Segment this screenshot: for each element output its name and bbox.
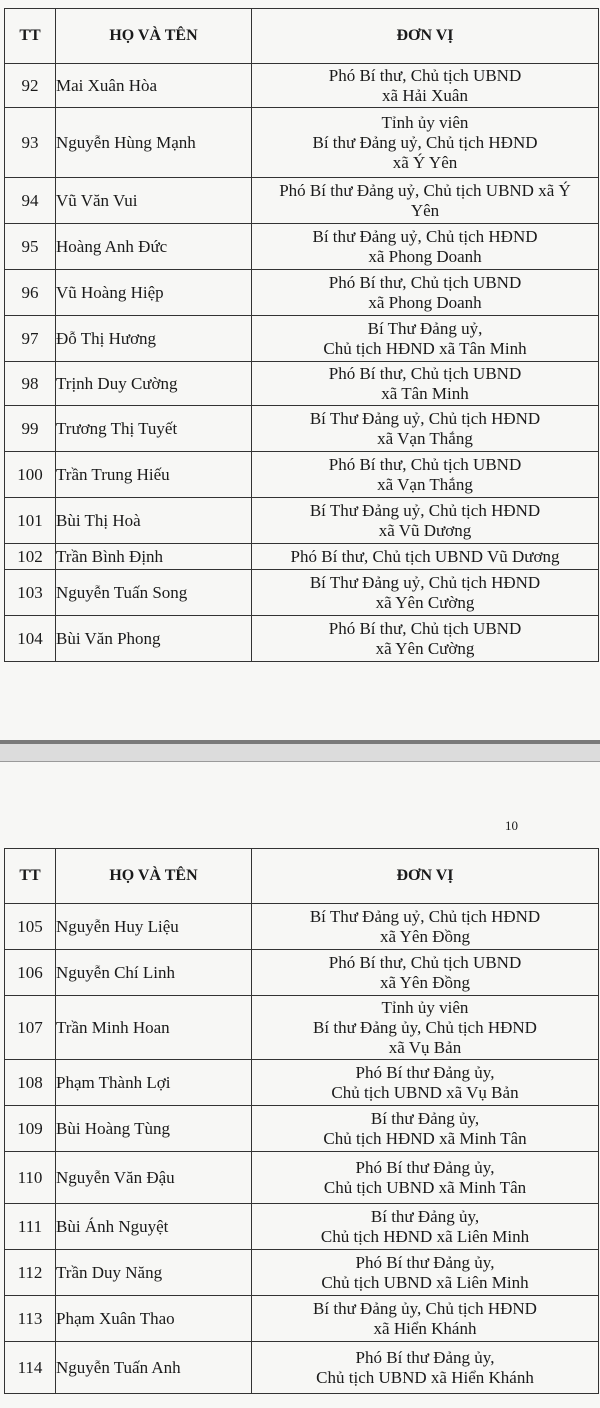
person-name: Bùi Văn Phong [56, 616, 252, 662]
unit-line: xã Vụ Bản [388, 1037, 462, 1057]
unit-line: xã Vạn Thắng [377, 474, 473, 494]
unit-cell [252, 452, 599, 498]
table-header-row [5, 9, 599, 64]
row-number: 95 [5, 224, 56, 270]
table-row [5, 1342, 599, 1394]
row-number: 109 [5, 1106, 56, 1152]
row-number: 110 [5, 1152, 56, 1204]
unit-cell [252, 570, 599, 616]
unit-cell [252, 362, 599, 406]
table-row [5, 498, 599, 544]
table-row [5, 904, 599, 950]
personnel-table-2 [4, 848, 599, 1394]
row-number: 93 [5, 108, 56, 178]
person-name: Trương Thị Tuyết [56, 406, 252, 452]
unit-line: xã Yên Cường [375, 638, 475, 658]
row-number: 113 [5, 1296, 56, 1342]
row-number: 108 [5, 1060, 56, 1106]
unit-line: Tỉnh ủy viên [381, 112, 469, 132]
unit-cell [252, 316, 599, 362]
unit-line: Chủ tịch UBND xã Liên Minh [321, 1272, 529, 1292]
person-name: Nguyễn Tuấn Anh [56, 1342, 252, 1394]
header-name: HỌ VÀ TÊN [56, 849, 252, 904]
row-number: 114 [5, 1342, 56, 1394]
document-page-2 [0, 762, 600, 1408]
unit-line: Phó Bí thư, Chủ tịch UBND [328, 454, 522, 474]
row-number: 106 [5, 950, 56, 996]
row-number: 98 [5, 362, 56, 406]
person-name: Trần Duy Năng [56, 1250, 252, 1296]
row-number: 92 [5, 64, 56, 108]
unit-cell [252, 224, 599, 270]
unit-line: Bí thư Đảng uỷ, Chủ tịch HĐND [312, 132, 538, 152]
unit-cell [252, 616, 599, 662]
unit-line: Phó Bí thư, Chủ tịch UBND [328, 952, 522, 972]
row-number: 100 [5, 452, 56, 498]
unit-line: Chủ tịch HĐND xã Minh Tân [323, 1128, 527, 1148]
unit-cell [252, 1060, 599, 1106]
row-number: 96 [5, 270, 56, 316]
unit-cell [252, 950, 599, 996]
unit-line: Phó Bí thư Đảng uỷ, Chủ tịch UBND xã Ý [279, 180, 571, 200]
table-header-row [5, 849, 599, 904]
table-row [5, 406, 599, 452]
page-number: 10 [505, 818, 518, 833]
person-name: Nguyễn Văn Đậu [56, 1152, 252, 1204]
header-tt: TT [5, 849, 56, 904]
unit-line: xã Hải Xuân [382, 85, 468, 105]
table-row [5, 270, 599, 316]
unit-line: Bí Thư Đảng uỷ, Chủ tịch HĐND [309, 572, 541, 592]
header-unit: ĐƠN VỊ [252, 9, 599, 64]
person-name: Bùi Ánh Nguyệt [56, 1204, 252, 1250]
page-separator [0, 740, 600, 762]
table-row [5, 996, 599, 1060]
person-name: Hoàng Anh Đức [56, 224, 252, 270]
table-row [5, 616, 599, 662]
row-number: 112 [5, 1250, 56, 1296]
unit-line: xã Vũ Dương [378, 520, 472, 540]
unit-cell [252, 904, 599, 950]
table-row [5, 1250, 599, 1296]
row-number: 102 [5, 544, 56, 570]
row-number: 104 [5, 616, 56, 662]
unit-line: Phó Bí thư Đảng ủy, [355, 1347, 495, 1367]
unit-cell [252, 1296, 599, 1342]
unit-cell [252, 498, 599, 544]
table-row [5, 64, 599, 108]
table-row [5, 1296, 599, 1342]
table-row [5, 224, 599, 270]
person-name: Đỗ Thị Hương [56, 316, 252, 362]
row-number: 97 [5, 316, 56, 362]
table-row [5, 544, 599, 570]
unit-cell [252, 178, 599, 224]
unit-line: Bí thư Đảng ủy, Chủ tịch HĐND [313, 1017, 537, 1037]
table-row [5, 452, 599, 498]
unit-line: xã Tân Minh [381, 383, 469, 403]
row-number: 105 [5, 904, 56, 950]
unit-cell [252, 544, 599, 570]
unit-line: Bí thư Đảng ủy, [370, 1206, 480, 1226]
unit-line: Chủ tịch HĐND xã Liên Minh [320, 1226, 530, 1246]
unit-cell [252, 270, 599, 316]
unit-line: Phó Bí thư, Chủ tịch UBND [328, 618, 522, 638]
row-number: 103 [5, 570, 56, 616]
unit-line: Phó Bí thư, Chủ tịch UBND [328, 272, 522, 292]
unit-line: Chủ tịch UBND xã Minh Tân [323, 1177, 527, 1197]
unit-line: Tỉnh ủy viên [381, 997, 469, 1017]
unit-line: Yên [410, 200, 440, 220]
person-name: Trần Bình Định [56, 544, 252, 570]
table-row [5, 950, 599, 996]
header-name: HỌ VÀ TÊN [56, 9, 252, 64]
unit-cell [252, 1342, 599, 1394]
table-row [5, 570, 599, 616]
unit-line: Phó Bí thư Đảng ủy, [355, 1062, 495, 1082]
unit-line: Phó Bí thư Đảng ủy, [355, 1252, 495, 1272]
person-name: Nguyễn Chí Linh [56, 950, 252, 996]
header-tt: TT [5, 9, 56, 64]
unit-cell [252, 406, 599, 452]
unit-line: Bí thư Đảng ủy, Chủ tịch HĐND [313, 1298, 537, 1318]
unit-line: Chủ tịch UBND xã Vụ Bản [331, 1082, 519, 1102]
unit-line: xã Yên Cường [375, 592, 475, 612]
unit-line: Phó Bí thư Đảng ủy, [355, 1157, 495, 1177]
unit-cell [252, 108, 599, 178]
person-name: Nguyễn Tuấn Song [56, 570, 252, 616]
person-name: Bùi Thị Hoà [56, 498, 252, 544]
unit-line: Chủ tịch HĐND xã Tân Minh [323, 338, 527, 358]
unit-line: Bí thư Đảng ủy, [370, 1108, 480, 1128]
unit-line: xã Ý Yên [392, 152, 458, 172]
person-name: Phạm Xuân Thao [56, 1296, 252, 1342]
person-name: Vũ Văn Vui [56, 178, 252, 224]
unit-line: xã Phong Doanh [368, 246, 482, 266]
personnel-table-1 [4, 8, 599, 662]
person-name: Nguyễn Hùng Mạnh [56, 108, 252, 178]
unit-line: xã Hiển Khánh [373, 1318, 477, 1338]
person-name: Vũ Hoàng Hiệp [56, 270, 252, 316]
person-name: Trần Trung Hiếu [56, 452, 252, 498]
unit-cell [252, 996, 599, 1060]
unit-line: Bí Thư Đảng uỷ, Chủ tịch HĐND [309, 906, 541, 926]
row-number: 111 [5, 1204, 56, 1250]
row-number: 99 [5, 406, 56, 452]
unit-cell [252, 1106, 599, 1152]
person-name: Nguyễn Huy Liệu [56, 904, 252, 950]
unit-line: xã Vạn Thắng [377, 428, 473, 448]
row-number: 94 [5, 178, 56, 224]
row-number: 101 [5, 498, 56, 544]
unit-line: Bí Thư Đảng uỷ, Chủ tịch HĐND [309, 500, 541, 520]
unit-line: xã Phong Doanh [368, 292, 482, 312]
table-row [5, 178, 599, 224]
unit-line: Bí Thư Đảng uỷ, Chủ tịch HĐND [309, 408, 541, 428]
unit-cell [252, 1204, 599, 1250]
unit-cell [252, 64, 599, 108]
person-name: Trịnh Duy Cường [56, 362, 252, 406]
table-row [5, 1204, 599, 1250]
table-row [5, 1152, 599, 1204]
unit-line: xã Yên Đồng [379, 972, 470, 992]
unit-line: Bí thư Đảng uỷ, Chủ tịch HĐND [312, 226, 538, 246]
person-name: Bùi Hoàng Tùng [56, 1106, 252, 1152]
unit-line: Phó Bí thư, Chủ tịch UBND [328, 65, 522, 85]
unit-line: Chủ tịch UBND xã Hiển Khánh [316, 1367, 534, 1387]
person-name: Phạm Thành Lợi [56, 1060, 252, 1106]
table-row [5, 1060, 599, 1106]
header-unit: ĐƠN VỊ [252, 849, 599, 904]
table-row [5, 362, 599, 406]
unit-cell [252, 1250, 599, 1296]
person-name: Trần Minh Hoan [56, 996, 252, 1060]
person-name: Mai Xuân Hòa [56, 64, 252, 108]
unit-cell [252, 1152, 599, 1204]
table-row [5, 108, 599, 178]
unit-line: Phó Bí thư, Chủ tịch UBND [328, 363, 522, 383]
unit-line: Phó Bí thư, Chủ tịch UBND Vũ Dương [290, 546, 560, 566]
row-number: 107 [5, 996, 56, 1060]
table-row [5, 316, 599, 362]
unit-line: Bí Thư Đảng uỷ, [367, 318, 483, 338]
unit-line: xã Yên Đồng [379, 926, 470, 946]
table-row [5, 1106, 599, 1152]
